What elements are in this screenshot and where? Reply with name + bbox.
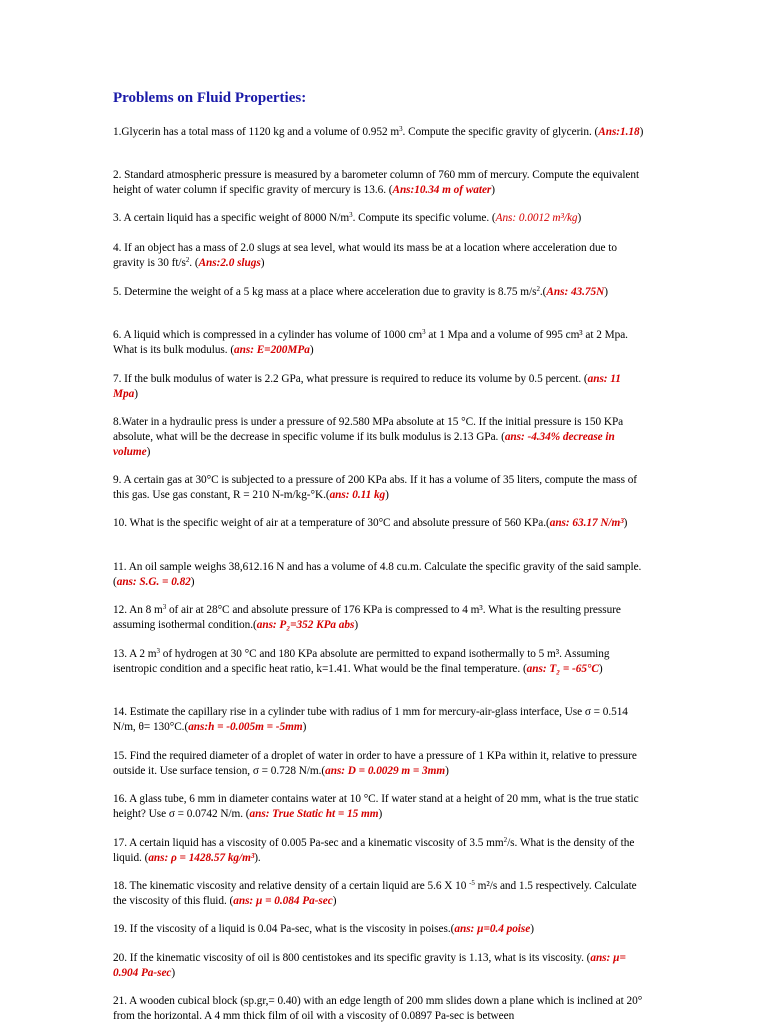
answer: ans: T₂ = -65°C [526,662,599,675]
problem-12: 12. An 8 $m^3$ of air at 28°C and absolute pressure of 176 KPa is compressed to 4 m³. What is the resulting pressure assuming isothermal condition.(ans: P₂=352 KPa abs) [113,603,621,631]
problem-13: 13. A 2 $m^3$ of hydrogen at 30 °C and 180 KPa absolute are permitted to expand isothermally to 5 m³. Assuming isentropic condition and a specific heat ratio, k=1.41. What would be the final temperature. (ans: T₂ = -65°C) [113,647,610,675]
answer: ans: D = 0.0029 m = 3mm [325,764,446,777]
answer: ans: 0.11 kg [329,488,386,501]
answer: ans: P₂=352 KPa abs [256,618,355,631]
problem-17: 17. A certain liquid has a viscosity of 0.005 Pa-sec and a kinematic viscosity of 3.5 $mm^2/s$. What is the density of the liquid. (ans: ρ = 1428.57 kg/m³). [113,836,635,864]
problem-7: 7. If the bulk modulus of water is 2.2 GPa, what pressure is required to reduce its volume by 0.5 percent. (ans: 11 Mpa) [113,373,621,400]
problem-9: 9. A certain gas at 30°C is subjected to a pressure of 200 KPa abs. If it has a volume of 35 liters, compute the mass of this gas. Use gas constant, R = 210 N-m/kg-°K.(ans: 0.11 kg) [113,474,638,501]
answer: Ans:1.18 [598,126,640,138]
problem-20: 20. If the kinematic viscosity of oil is 800 centistokes and its specific gravity is 1.13, what is its viscosity. (ans: µ= 0.904 Pa-sec) [113,952,626,979]
answer: ans: 63.17 N/m³ [549,517,624,529]
answer: Ans:2.0 slugs [198,256,261,269]
problem-19: 19. If the viscosity of a liquid is 0.04 Pa-sec, what is the viscosity in poises.(ans: µ=0.4 poise) [113,923,534,935]
problem-21: 21. A wooden cubical block (sp.gr,= 0.40) with an edge length of 200 mm slides down a plane which is inclined at 20° from the horizontal. A 4 mm thick film of oil with a viscosity of 0.0897 Pa-sec is between [113,995,643,1022]
answer: ans: S.G. = 0.82 [116,575,191,588]
answer: Ans: 43.75N [546,286,605,298]
answer: ans: ρ = 1428.57 kg/m³ [148,851,255,864]
problem-8: 8.Water in a hydraulic press is under a pressure of 92.580 MPa absolute at 15 °C. If the initial pressure is 150 KPa absolute, what will be the decrease in specific volume if its bulk modulus is 2.13 GPa. (ans: -4.34% decrease in volume) [113,416,624,458]
answer: Ans:10.34 m of water [392,183,492,196]
answer: ans: -4.34% decrease in volume [113,430,615,458]
answer: ans: True Static ht = 15 mm [249,807,379,820]
problem-6: 6. A liquid which is compressed in a cylinder has volume of 1000 $cm^3$ at 1 Mpa and a volume of 995 cm³ at 2 Mpa. What is its bulk modulus. (ans: E=200MPa) [113,328,628,356]
answer: Ans: 0.0012 m³/kg [495,212,578,224]
problem-10: 10. What is the specific weight of air at a temperature of 30°C and absolute pressure of 560 KPa.(ans: 63.17 N/m³) [113,517,628,529]
answer: ans: 11 Mpa [113,373,621,400]
answer: ans: E=200MPa [234,343,310,356]
answer: ans:h = -0.005m = -5mm [188,720,303,733]
problem-1: 1.Glycerin has a total mass of 1120 kg and a volume of 0.952 $m^3$. Compute the specific gravity of glycerin. (Ans:1.18) [113,125,644,138]
problem-14: 14. Estimate the capillary rise in a cylinder tube with radius of 1 mm for mercury-air-glass interface, Use σ = 0.514 N/m, θ= 130°C.(ans:h = -0.005m = -5mm) [113,706,628,733]
problem-5: 5. Determine the weight of a 5 kg mass at a place where acceleration due to gravity is 8.75 $m/s^2.(Ans$: 43.75N) [113,285,608,298]
problem-15: 15. Find the required diameter of a droplet of water in order to have a pressure of 1 KPa within it, relative to pressure outside it. Use surface tension, σ = 0.728 N/m.(ans: D = 0.0029 m = 3mm) [113,750,637,777]
problem-2: 2. Standard atmospheric pressure is measured by a barometer column of 760 mm of mercury. Compute the equivalent height of water column if specific gravity of mercury is 13.6. (Ans:10.34 m of water) [113,169,640,196]
problem-16: 16. A glass tube, 6 mm in diameter contains water at 10 °C. If water stand at a height of 20 mm, what is the true static height? Use σ = 0.0742 N/m. (ans: True Static ht = 15 mm) [113,793,639,820]
page-title: Problems on Fluid Properties: [113,90,307,106]
problem-18: 18. The kinematic viscosity and relative density of a certain liquid are 5.6 X 10 $^{-5}$ m²/s and 1.5 respectively. Calculate the viscosity of this fluid. (ans: µ = 0.084 Pa-sec) [113,879,637,907]
answer: ans: µ=0.4 poise [454,923,531,935]
problem-3: 3. A certain liquid has a specific weight of 8000 $N/m^3$. Compute its specific volume. (Ans: 0.0012 m³/kg) [113,211,582,224]
problem-11: 11. An oil sample weighs 38,612.16 N and has a volume of 4.8 cu.m. Calculate the specific gravity of the said sample.(ans: S.G. = 0.82) [113,561,642,588]
answer: ans: µ = 0.084 Pa-sec [233,894,333,907]
answer: ans: µ= 0.904 Pa-sec [113,952,626,979]
problem-4: 4. If an object has a mass of 2.0 slugs at sea level, what would its mass be at a location where acceleration due to gravity is 30 $ft/s^2$. (Ans:2.0 slugs) [113,242,617,269]
